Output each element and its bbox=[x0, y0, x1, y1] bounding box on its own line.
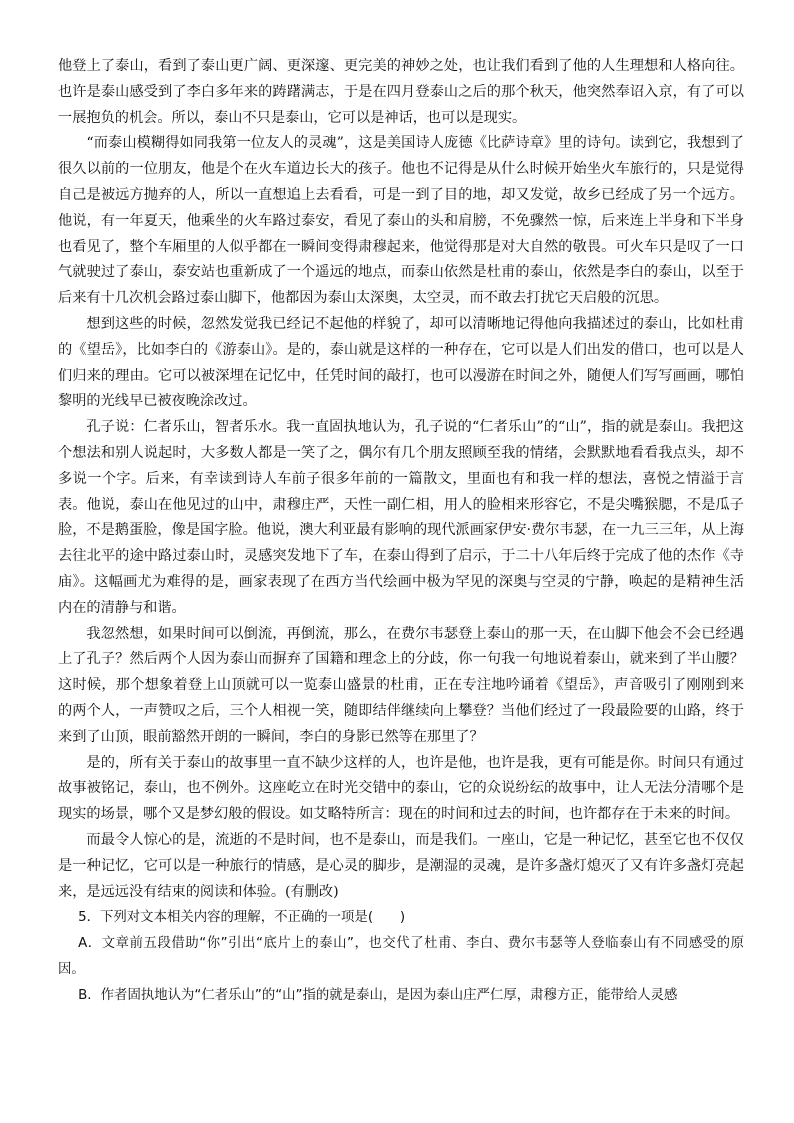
document-page bbox=[58, 54, 744, 1008]
body-paragraph-1: 他登上了泰山，看到了泰山更广阔、更深邃、更完美的神妙之处，也让我们看到了他的人生理想和人格向往。也许是泰山感受到了李白多年来的踌躇满志，于是在四月登泰山之后的那个秋天，他突然奉诏入京，有了可以一展抱负的机会。所以，泰山不只是泰山，它可以是神话，也可以是现实。 bbox=[58, 58, 744, 126]
question-block bbox=[58, 905, 744, 1008]
body-paragraph-7: 而最令人惊心的是，流逝的不是时间，也不是泰山，而是我们。一座山，它是一种记忆，甚至它也不仅仅是一种记忆，它可以是一种旅行的情感，是心灵的脚步，是潮湿的灵魂，是许多盏灯熄灭了又有许多盏灯亮起来，是远远没有结束的阅读和体验。(有删改) bbox=[58, 831, 744, 900]
question-stem: 5．下列对文本相关内容的理解，不正确的一项是( ) bbox=[78, 910, 406, 926]
body-paragraph-5: 我忽然想，如果时间可以倒流，再倒流，那么，在费尔韦瑟登上泰山的那一天，在山脚下他会不会已经遇上了孔子？然后两个人因为泰山而摒弃了国籍和理念上的分歧，你一句我一句地说着泰山，就来到了半山腰？这时候，那个想象着登上山顶就可以一览泰山盛景的杜甫，正在专注地吟诵着《望岳》，声音吸引了刚刚到来的两个人，一声赞叹之后，三个人相视一笑，随即结伴继续向上攀登？当他们经过了一段最险要的山路，终于来到了山顶，眼前豁然开朗的一瞬间，李白的身影已然等在那里了？ bbox=[58, 625, 744, 745]
option-b: B．作者固执地认为“仁者乐山”的“山”指的就是泰山，是因为泰山庄严仁厚，肃穆方正，能带给人灵感 bbox=[78, 987, 678, 1003]
body-paragraph-4: 孔子说：仁者乐山，智者乐水。我一直固执地认为，孔子说的“仁者乐山”的“山”，指的就是泰山。我把这个想法和别人说起时，大多数人都是一笑了之，偶尔有几个朋友照顾至我的情绪，会默默地看看我点头，却不多说一个字。后来，有幸读到诗人车前子很多年前的一篇散文，里面也有和我一样的想法，喜悦之情溢于言表。他说，泰山在他见过的山中，肃穆庄严，天性一副仁相，用人的脸相来形容它，不是尖嘴猴腮，不是瓜子脸，不是鹅蛋脸，像是国字脸。他说，澳大利亚最有影响的现代派画家伊安·费尔韦瑟，在一九三三年，从上海去往北平的途中路过泰山时，灵感突发地下了车，在泰山得到了启示，于二十八年后终于完成了他的杰作《寺庙》。这幅画尤为难得的是，画家表现了在西方当代绘画中极为罕见的深奥与空灵的宁静，唤起的是精神生活内在的清静与和谐。 bbox=[58, 419, 744, 616]
body-paragraph-3: 想到这些的时候，忽然发觉我已经记不起他的样貌了，却可以清晰地记得他向我描述过的泰山，比如杜甫的《望岳》，比如李白的《游泰山》。是的，泰山就是这样的一种存在，它可以是人们出发的借口，也可以是人们归来的理由。它可以被深埋在记忆中，任凭时间的敲打，也可以漫游在时间之外，随便人们写写画画，哪怕黎明的光线早已被夜晚涂改过。 bbox=[58, 315, 744, 410]
option-a: A．文章前五段借助“你”引出“底片上的泰山”，也交代了杜甫、李白、费尔韦瑟等人登临泰山有不同感受的原因。 bbox=[58, 936, 744, 977]
body-paragraph-2: “而泰山模糊得如同我第一位友人的灵魂”，这是美国诗人庞德《比萨诗章》里的诗句。读到它，我想到了很久以前的一位朋友，他是个在火车道边长大的孩子。他也不记得是从什么时候开始坐火车旅行的，只是觉得自己是被远方抛弃的人，所以一直想追上去看看，可是一到了目的地，却又发觉，故乡已经成了另一个远方。他说，有一年夏天，他乘坐的火车路过泰安，看见了泰山的头和肩膀，不免骤然一惊，后来连上半身和下半身也看见了，整个车厢里的人似乎都在一瞬间变得肃穆起来，他觉得那是对大自然的敬畏。可火车只是叹了一口气就驶过了泰山，泰安站也重新成了一个遥远的地点，而泰山依然是杜甫的泰山，依然是李白的泰山，以至于后来有十几次机会路过泰山脚下，他都因为泰山太深奥，太空灵，而不敢去打扰它天启般的沉思。 bbox=[58, 135, 744, 307]
body-paragraph-6: 是的，所有关于泰山的故事里一直不缺少这样的人，也许是他，也许是我，更有可能是你。时间只有通过故事被铭记，泰山，也不例外。这座屹立在时光交错中的泰山，它的众说纷纭的故事中，让人无法分清哪个是现实的场景，哪个又是梦幻般的假设。如艾略特所言：现在的时间和过去的时间，也许都存在于未来的时间。 bbox=[58, 754, 744, 823]
